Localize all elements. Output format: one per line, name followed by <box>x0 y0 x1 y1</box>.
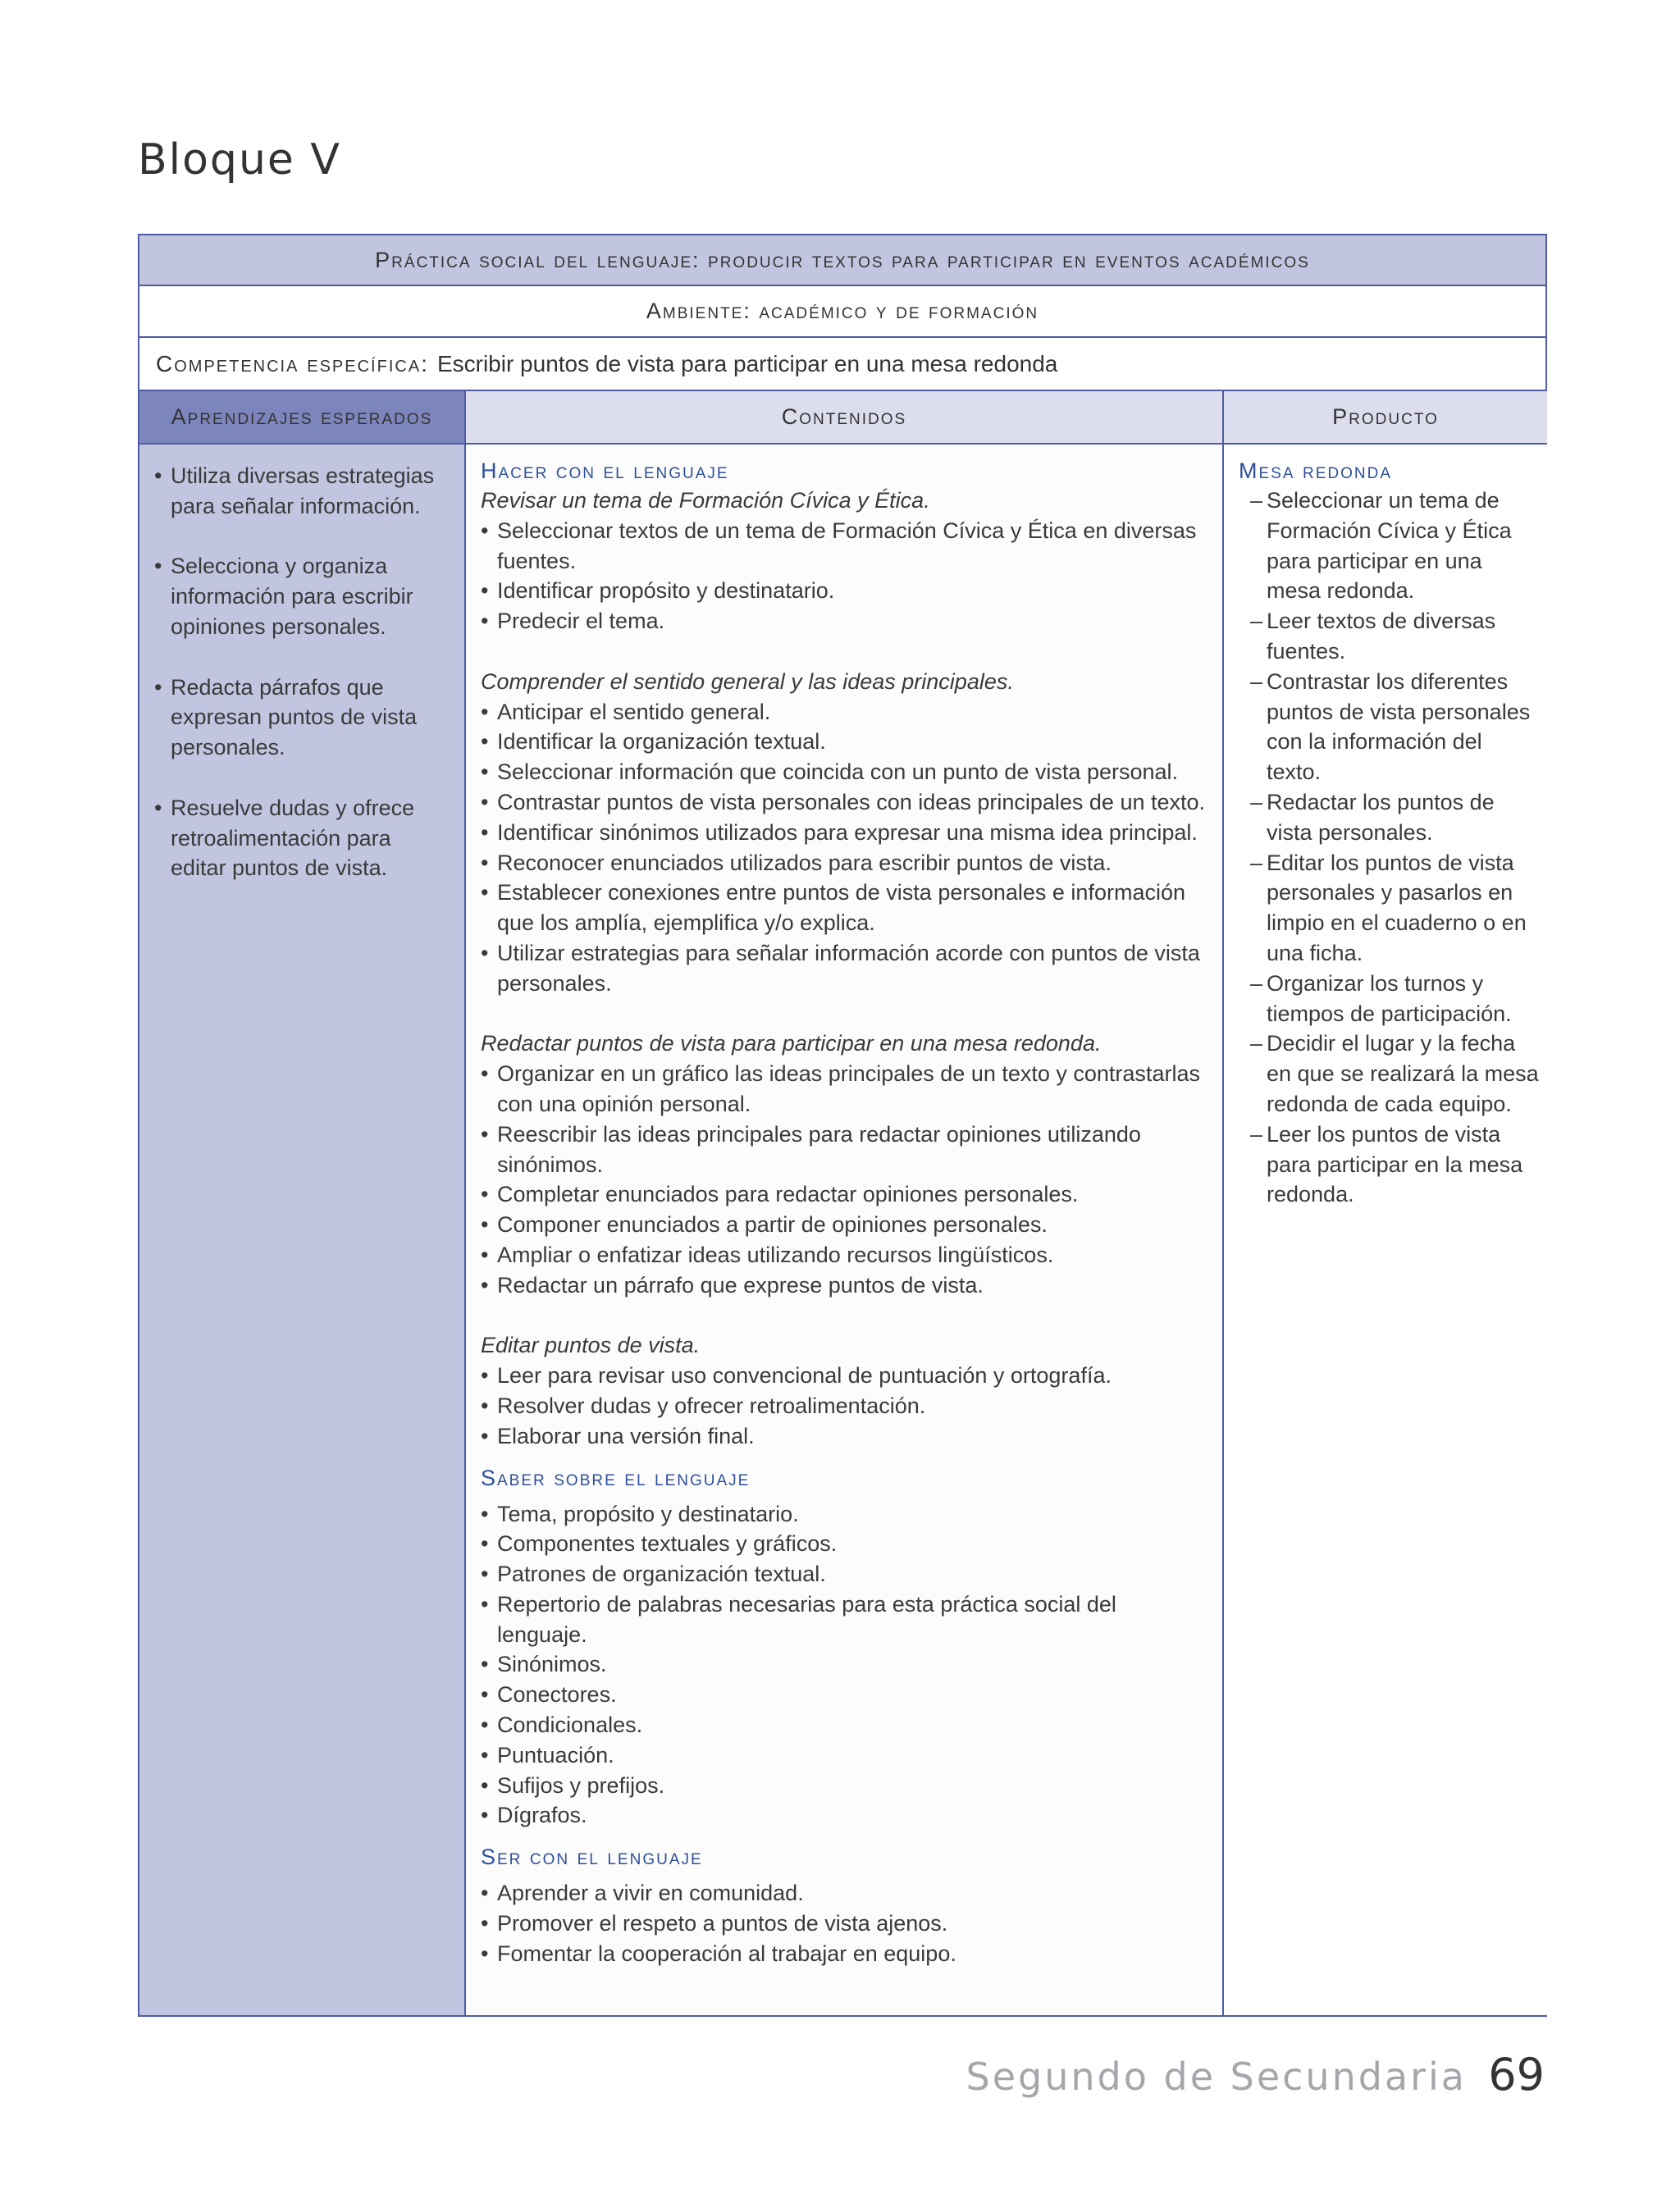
ser-list <box>481 1878 1206 1968</box>
group-title: Editar puntos de vista. <box>481 1333 701 1358</box>
content-group <box>481 667 1206 999</box>
list-item: • Seleccionar información que coincida con un punto de vista personal. <box>481 757 1206 787</box>
list-item: • Tema, propósito y destinatario. <box>481 1499 1206 1530</box>
page-number: 69 <box>1488 2049 1545 2100</box>
content-group <box>481 1330 1206 1451</box>
list-item: • Repertorio de palabras necesarias para esta práctica social del lenguaje. <box>481 1589 1206 1650</box>
ser-heading: Ser con el lenguaje <box>481 1845 703 1870</box>
header-aprendizajes: Aprendizajes esperados <box>139 391 466 443</box>
list-item: • Promover el respeto a puntos de vista ajenos. <box>481 1909 1206 1939</box>
list-item: • Fomentar la cooperación al trabajar en equipo. <box>481 1939 1206 1969</box>
list-item: • Establecer conexiones entre puntos de vista personales e información que los amplía, ejemplifica y/o explica. <box>481 878 1206 938</box>
group-title: Comprender el sentido general y las ideas principales. <box>481 668 1014 694</box>
producto-column <box>1224 445 1547 2015</box>
list-item: • Reescribir las ideas principales para redactar opiniones utilizando sinónimos. <box>481 1120 1206 1180</box>
list-item: • Identificar propósito y destinatario. <box>481 576 1206 606</box>
list-item: • Conectores. <box>481 1680 1206 1710</box>
list-item: • Dígrafos. <box>481 1800 1206 1831</box>
competencia-text: Escribir puntos de vista para participar en una mesa redonda <box>436 350 1058 376</box>
list-item: • Organizar en un gráfico las ideas principales de un texto y contrastarlas con una opinión personal. <box>481 1059 1206 1120</box>
list-item: • Leer para revisar uso convencional de puntuación y ortografía. <box>481 1361 1206 1391</box>
competencia-label: Competencia específica: <box>156 350 429 376</box>
page-title: Bloque V <box>138 135 341 185</box>
aprendizaje-item: • Utiliza diversas estrategias para señalar información. <box>154 461 451 522</box>
list-item: – Contrastar los diferentes puntos de vista personales con la información del texto. <box>1239 667 1539 787</box>
aprendizaje-item: • Selecciona y organiza información para escribir opiniones personales. <box>154 551 451 641</box>
practica-social-row: Práctica social del lenguaje: producir textos para participar en eventos académicos <box>139 235 1545 286</box>
aprendizajes-list <box>154 461 451 883</box>
list-item: – Editar los puntos de vista personales y pasarlos en limpio en el cuaderno o en una ficha. <box>1239 848 1539 969</box>
group-title: Redactar puntos de vista para participar en una mesa redonda. <box>481 1031 1102 1056</box>
list-item: • Predecir el tema. <box>481 606 1206 636</box>
producto-heading: Mesa redonda <box>1239 458 1393 483</box>
aprendizaje-item: • Redacta párrafos que expresan puntos de vista personales. <box>154 673 451 763</box>
content-group <box>481 1028 1206 1300</box>
list-item: • Redactar un párrafo que exprese puntos de vista. <box>481 1270 1206 1301</box>
ambiente-row: Ambiente: académico y de formación <box>139 286 1545 338</box>
list-item: • Seleccionar textos de un tema de Formación Cívica y Ética en diversas fuentes. <box>481 516 1206 577</box>
list-item: • Completar enunciados para redactar opiniones personales. <box>481 1179 1206 1210</box>
list-item: – Leer los puntos de vista para participar en la mesa redonda. <box>1239 1120 1539 1210</box>
list-item: • Condicionales. <box>481 1710 1206 1740</box>
list-item: • Sufijos y prefijos. <box>481 1771 1206 1801</box>
header-contenidos: Contenidos <box>466 391 1224 443</box>
header-producto: Producto <box>1224 391 1547 443</box>
list-item: • Sinónimos. <box>481 1649 1206 1680</box>
list-item: – Leer textos de diversas fuentes. <box>1239 606 1539 667</box>
contenidos-column <box>466 445 1224 2015</box>
list-item: • Contrastar puntos de vista personales con ideas principales de un texto. <box>481 787 1206 818</box>
list-item: • Componentes textuales y gráficos. <box>481 1529 1206 1559</box>
list-item: – Decidir el lugar y la fecha en que se realizará la mesa redonda de cada equipo. <box>1239 1028 1539 1119</box>
list-item: • Identificar la organización textual. <box>481 727 1206 757</box>
list-item: • Reconocer enunciados utilizados para escribir puntos de vista. <box>481 848 1206 878</box>
list-item: • Componer enunciados a partir de opiniones personales. <box>481 1210 1206 1240</box>
list-item: – Redactar los puntos de vista personales. <box>1239 787 1539 848</box>
list-item: • Patrones de organización textual. <box>481 1559 1206 1589</box>
list-item: • Identificar sinónimos utilizados para expresar una misma idea principal. <box>481 818 1206 848</box>
list-item: • Elaborar una versión final. <box>481 1421 1206 1452</box>
list-item: • Anticipar el sentido general. <box>481 697 1206 727</box>
list-item: – Seleccionar un tema de Formación Cívica y Ética para participar en una mesa redonda. <box>1239 486 1539 606</box>
list-item: • Utilizar estrategias para señalar información acorde con puntos de vista personales. <box>481 938 1206 999</box>
saber-heading: Saber sobre el lenguaje <box>481 1465 751 1490</box>
footer-label: Segundo de Secundaria <box>966 2055 1467 2099</box>
list-item: • Aprender a vivir en comunidad. <box>481 1878 1206 1909</box>
hacer-heading: Hacer con el lenguaje <box>481 458 729 483</box>
content-group <box>481 486 1206 636</box>
list-item: • Puntuación. <box>481 1740 1206 1771</box>
aprendizajes-column <box>139 445 466 2015</box>
producto-list <box>1239 486 1539 1210</box>
list-item: • Ampliar o enfatizar ideas utilizando recursos lingüísticos. <box>481 1240 1206 1270</box>
saber-list <box>481 1499 1206 1831</box>
group-title: Revisar un tema de Formación Cívica y Ética. <box>481 488 930 513</box>
column-header-row <box>139 391 1545 445</box>
competencia-row <box>139 338 1545 391</box>
list-item: • Resolver dudas y ofrecer retroalimentación. <box>481 1391 1206 1421</box>
list-item: – Organizar los turnos y tiempos de participación. <box>1239 969 1539 1029</box>
curriculum-table <box>138 234 1547 2017</box>
aprendizaje-item: • Resuelve dudas y ofrece retroalimentación para editar puntos de vista. <box>154 793 451 883</box>
